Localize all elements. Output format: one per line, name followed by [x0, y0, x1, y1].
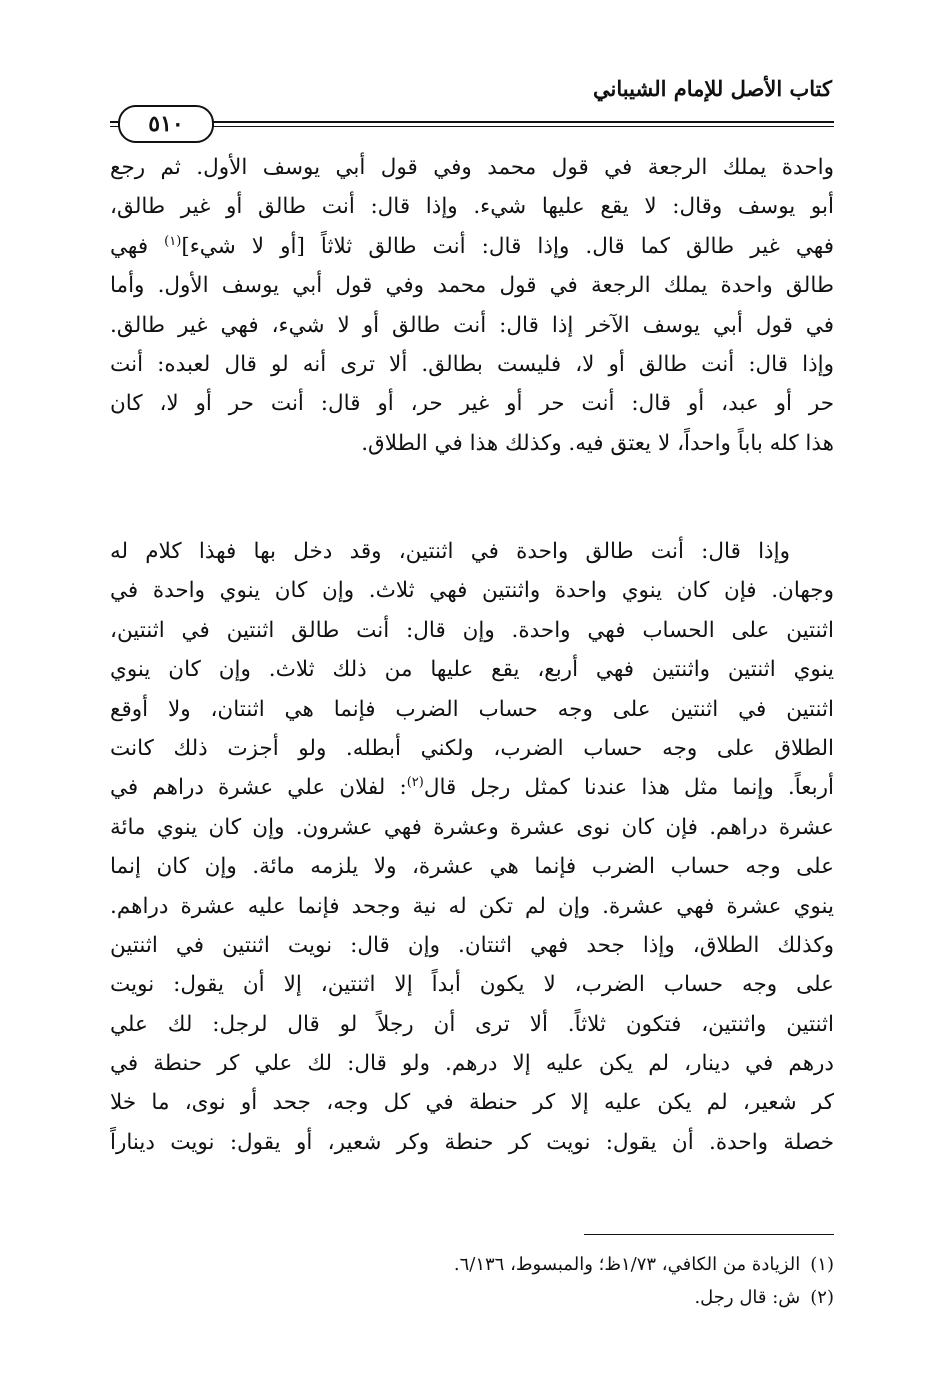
text-line [110, 768, 834, 807]
text-line: واحدة يملك الرجعة في قول محمد وفي قول أبي يوسف الأول. ثم رجع [110, 155, 834, 180]
footnote-text: الزيادة من الكافي، ١/٧٣ظ؛ والمبسوط، ٦/١٣٦. [453, 1254, 801, 1275]
text-line: اثنتين على الحساب فهي واحدة. وإن قال: أنت طالق اثنتين في اثنتين، [110, 617, 834, 643]
footnote-number: (١) [810, 1254, 834, 1275]
footnote-ref-1[interactable]: (١) [164, 233, 182, 249]
text-line: طالق واحدة يملك الرجعة في قول محمد وفي قول أبي يوسف الأول. وأما [110, 273, 834, 299]
text-line: عشرة دراهم. فإن كان نوى عشرة وعشرة فهي عشرون. وإن كان ينوي مائة [110, 814, 834, 840]
header-rule-thin [110, 126, 834, 127]
text-line-part: : لفلان علي عشرة دراهم في [110, 775, 407, 801]
footnote-number: (٢) [810, 1287, 834, 1308]
text-line: حر أو عبد، أو قال: أنت حر أو غير حر، أو قال: أنت حر أو لا، كان [110, 391, 834, 417]
running-title: كتاب الأصل للإمام الشيباني [593, 76, 832, 101]
text-line: خصلة واحدة. أن يقول: نويت كر حنطة وكر شعير، أو يقول: نويت ديناراً [110, 1129, 834, 1155]
text-line: على وجه حساب الضرب، لا يكون أبداً إلا اثنتين، إلا أن يقول: نويت [110, 972, 834, 998]
footnote-separator [584, 1234, 834, 1235]
text-line: وإذا قال: أنت طالق أو لا، فليست بطالق. ألا ترى أنه لو قال لعبده: أنت [110, 351, 834, 377]
text-line: على وجه حساب الضرب فإنما هي عشرة، ولا يلزمه مائة. وإن كان إنما [110, 854, 834, 880]
text-line: كر شعير، لم يكن عليه إلا كر حنطة في كل وجه، جحد أو نوى، ما خلا [110, 1090, 834, 1116]
text-line: ينوي عشرة فهي عشرة. وإن لم تكن له نية وجحد فإنما عليه عشرة دراهم. [110, 893, 834, 919]
header-rule [110, 121, 834, 123]
text-line: الطلاق على وجه حساب الضرب، ولكني أبطله. ولو أجزت ذلك كانت [110, 735, 834, 761]
text-line: ينوي اثنتين واثنتين فهي أربع، يقع عليها من ذلك ثلاث. وإن كان ينوي [110, 657, 834, 683]
page-number-badge [118, 105, 214, 143]
text-line: وجهان. فإن كان ينوي واحدة واثنتين فهي ثلاث. وإن كان ينوي واحدة في [110, 578, 834, 604]
paragraph-1 [110, 148, 834, 463]
text-line: في قول أبي يوسف الآخر إذا قال: أنت طالق أو لا شيء، فهي غير طالق. [110, 312, 834, 338]
text-line: وكذلك الطلاق، وإذا جحد فهي اثنتان. وإن قال: نويت اثنتين في اثنتين [110, 932, 834, 958]
text-line: هذا كله باباً واحداً، لا يعتق فيه. وكذلك هذا في الطلاق. [361, 430, 834, 456]
text-line: اثنتين واثنتين، فتكون ثلاثاً. ألا ترى أن رجلاً لو قال لرجل: لك علي [110, 1011, 834, 1037]
paragraph-2 [110, 532, 834, 1162]
text-line: وإذا قال: أنت طالق واحدة في اثنتين، وقد دخل بها فهذا كلام له [110, 539, 790, 564]
page-number: ٥١٠ [148, 111, 184, 137]
footnotes [134, 1248, 834, 1314]
footnote-2 [134, 1281, 834, 1314]
text-line-part: فهي [110, 233, 149, 259]
text-line: درهم في دينار، لم يكن عليه إلا درهم. ولو قال: لك علي كر حنطة في [110, 1051, 834, 1077]
text-line-part: أربعاً. وإنما مثل هذا عندنا كمثل رجل قال [423, 775, 834, 801]
text-line: اثنتين في اثنتين على وجه حساب الضرب فإنما هي اثنتان، ولا أوقع [110, 696, 834, 722]
text-line [110, 227, 834, 266]
footnote-text: ش: قال رجل. [694, 1287, 801, 1308]
text-line: أبو يوسف وقال: لا يقع عليها شيء. وإذا قال: أنت طالق أو غير طالق، [110, 194, 834, 220]
footnote-1 [134, 1248, 834, 1281]
footnote-ref-2[interactable]: (٢) [406, 775, 424, 791]
text-line-part: فهي غير طالق كما قال. وإذا قال: أنت طالق ثلاثاً [أو لا شيء] [181, 233, 834, 259]
